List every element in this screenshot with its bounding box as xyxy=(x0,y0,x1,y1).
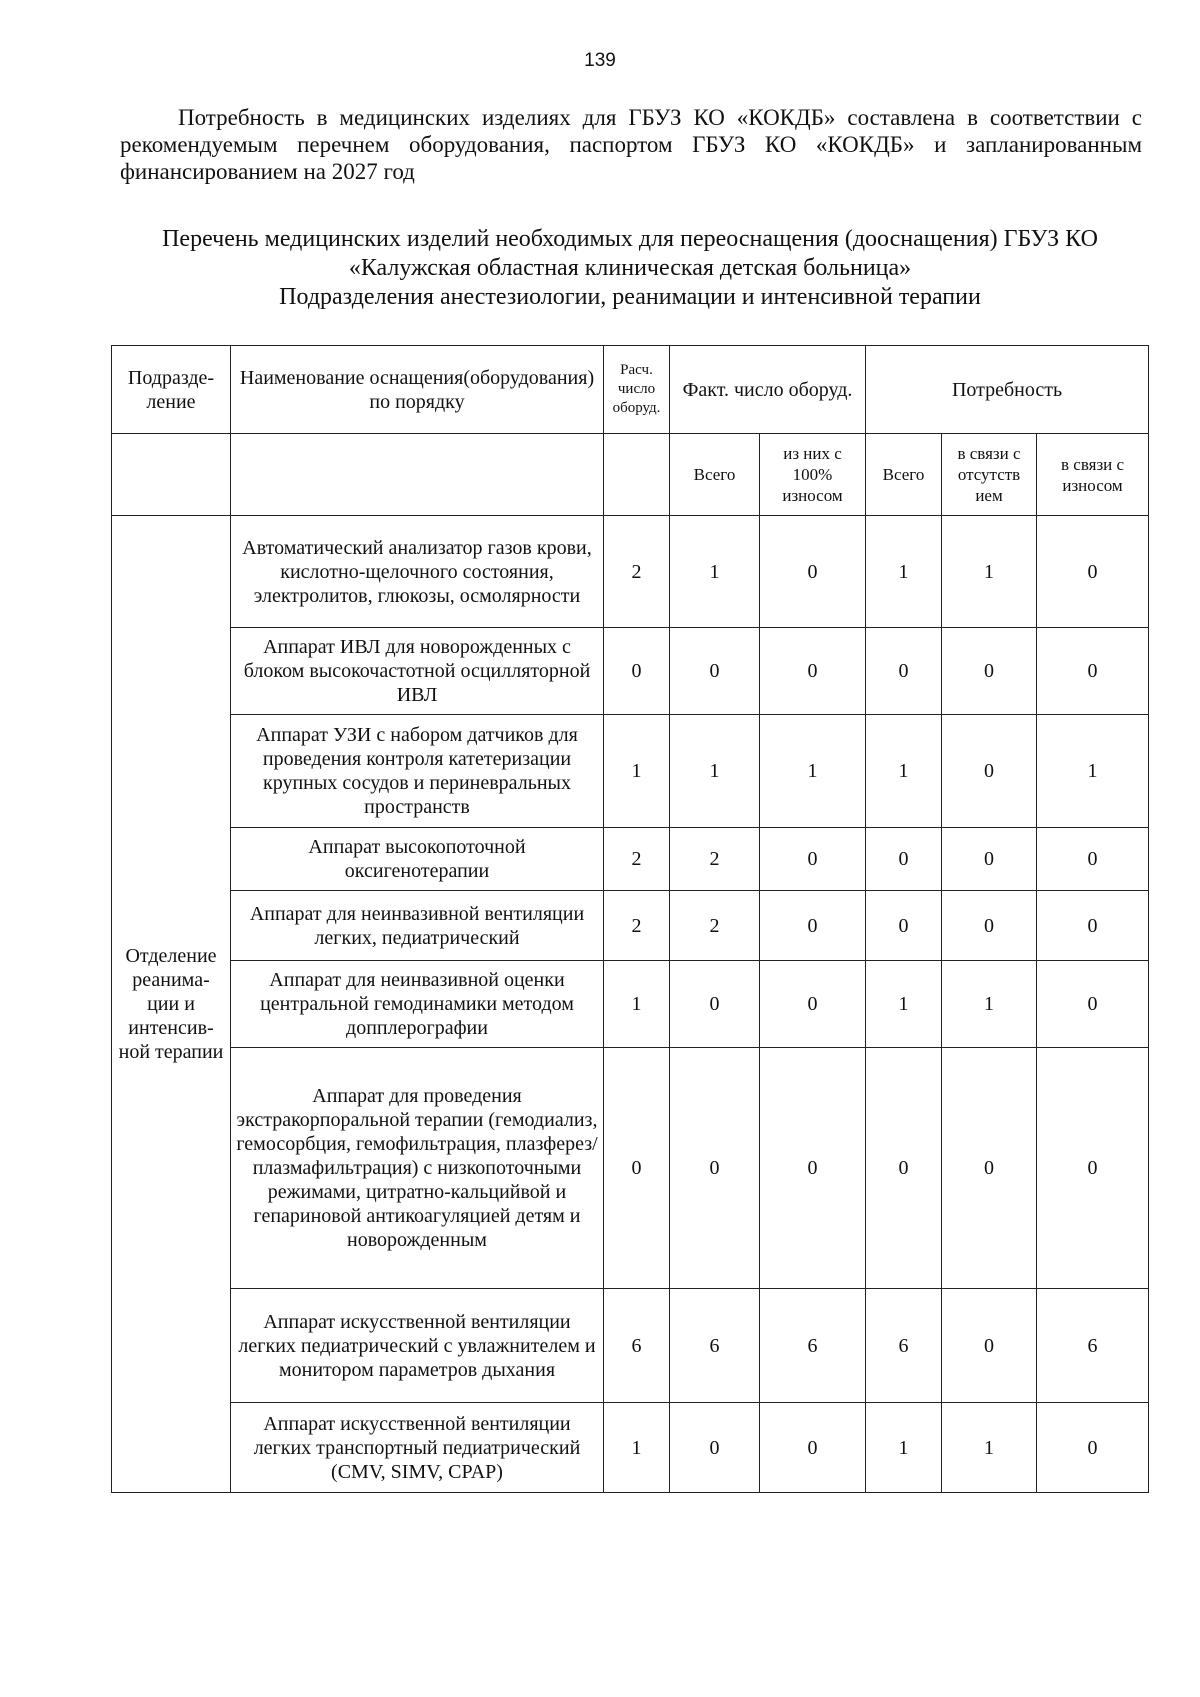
table-row xyxy=(112,891,1149,961)
page-number: 139 xyxy=(584,50,616,71)
need-absence-value: 0 xyxy=(942,891,1037,961)
header-fact: Факт. число оборуд. xyxy=(670,346,866,434)
equipment-name: Автоматический анализатор газов крови, кислотно-щелочного состояния, электролитов, глюкозы, осмолярности xyxy=(231,516,604,628)
heading-line-1: Перечень медицинских изделий необходимых для переоснащения (дооснащения) ГБУЗ КО xyxy=(162,226,1098,252)
need-total-value: 6 xyxy=(866,1289,942,1403)
need-wear-value: 1 xyxy=(1037,715,1149,828)
need-total-value: 1 xyxy=(866,1403,942,1493)
fact-worn-value: 0 xyxy=(760,891,866,961)
subheader-need-absence: в связи с отсутств ием xyxy=(942,434,1037,516)
intro-paragraph: Потребность в медицинских изделиях для ГБУЗ КО «КОКДБ» составлена в соответствии с рекомендуемым перечнем оборудования, паспортом ГБУЗ КО «КОКДБ» и запланированным финансированием на 2027 год xyxy=(120,105,1142,184)
need-wear-value: 0 xyxy=(1037,828,1149,891)
document-heading xyxy=(110,225,1150,312)
header-name: Наименование оснащения(оборудования) по порядку xyxy=(231,346,604,434)
department-cell: Отделение реанима-ции и интенсив-ной терапии xyxy=(112,516,231,1493)
calc-value: 0 xyxy=(604,1048,670,1289)
fact-total-value: 1 xyxy=(670,715,760,828)
need-total-value: 0 xyxy=(866,1048,942,1289)
need-absence-value: 1 xyxy=(942,516,1037,628)
table-row xyxy=(112,961,1149,1048)
subheader-empty-calc xyxy=(604,434,670,516)
need-absence-value: 0 xyxy=(942,1048,1037,1289)
header-calc: Расч. число оборуд. xyxy=(604,346,670,434)
subheader-empty-name xyxy=(231,434,604,516)
equipment-name: Аппарат искусственной вентиляции легких транспортный педиатрический (CMV, SIMV, CPAP) xyxy=(231,1403,604,1493)
calc-value: 6 xyxy=(604,1289,670,1403)
subheader-fact-worn: из них с 100% износом xyxy=(760,434,866,516)
fact-total-value: 1 xyxy=(670,516,760,628)
fact-worn-value: 0 xyxy=(760,828,866,891)
need-absence-value: 0 xyxy=(942,715,1037,828)
table-row xyxy=(112,628,1149,715)
fact-total-value: 0 xyxy=(670,1403,760,1493)
table-row xyxy=(112,1403,1149,1493)
fact-total-value: 2 xyxy=(670,891,760,961)
equipment-name: Аппарат высокопоточной оксигенотерапии xyxy=(231,828,604,891)
need-wear-value: 0 xyxy=(1037,891,1149,961)
table-row xyxy=(112,828,1149,891)
calc-value: 2 xyxy=(604,516,670,628)
need-absence-value: 1 xyxy=(942,961,1037,1048)
fact-total-value: 0 xyxy=(670,1048,760,1289)
fact-worn-value: 0 xyxy=(760,516,866,628)
table-row xyxy=(112,715,1149,828)
need-total-value: 0 xyxy=(866,628,942,715)
need-total-value: 0 xyxy=(866,891,942,961)
calc-value: 0 xyxy=(604,628,670,715)
need-wear-value: 0 xyxy=(1037,961,1149,1048)
calc-value: 1 xyxy=(604,961,670,1048)
fact-worn-value: 1 xyxy=(760,715,866,828)
fact-worn-value: 0 xyxy=(760,628,866,715)
fact-total-value: 2 xyxy=(670,828,760,891)
equipment-name: Аппарат УЗИ с набором датчиков для проведения контроля катетеризации крупных сосудов и периневральных пространств xyxy=(231,715,604,828)
need-wear-value: 0 xyxy=(1037,1048,1149,1289)
need-total-value: 1 xyxy=(866,715,942,828)
subheader-need-total: Всего xyxy=(866,434,942,516)
fact-worn-value: 0 xyxy=(760,961,866,1048)
header-division: Подразде-ление xyxy=(112,346,231,434)
equipment-table xyxy=(111,345,1149,1493)
equipment-name: Аппарат ИВЛ для новорожденных с блоком высокочастотной осцилляторной ИВЛ xyxy=(231,628,604,715)
fact-total-value: 0 xyxy=(670,628,760,715)
fact-worn-value: 0 xyxy=(760,1403,866,1493)
heading-line-2: «Калужская областная клиническая детская больница» xyxy=(348,255,912,281)
need-absence-value: 0 xyxy=(942,828,1037,891)
subheader-need-wear: в связи с износом xyxy=(1037,434,1149,516)
fact-worn-value: 0 xyxy=(760,1048,866,1289)
table-row xyxy=(112,516,1149,628)
calc-value: 1 xyxy=(604,715,670,828)
need-absence-value: 0 xyxy=(942,628,1037,715)
equipment-name: Аппарат искусственной вентиляции легких педиатрический с увлажнителем и монитором параметров дыхания xyxy=(231,1289,604,1403)
equipment-name: Аппарат для неинвазивной вентиляции легких, педиатрический xyxy=(231,891,604,961)
need-wear-value: 0 xyxy=(1037,628,1149,715)
calc-value: 2 xyxy=(604,828,670,891)
fact-total-value: 0 xyxy=(670,961,760,1048)
need-absence-value: 0 xyxy=(942,1289,1037,1403)
fact-worn-value: 6 xyxy=(760,1289,866,1403)
subheader-empty-division xyxy=(112,434,231,516)
header-need: Потребность xyxy=(866,346,1149,434)
table-header-row xyxy=(112,346,1149,434)
heading-line-3: Подразделения анестезиологии, реанимации и интенсивной терапии xyxy=(279,284,981,310)
equipment-name: Аппарат для проведения экстракорпоральной терапии (гемодиализ, гемосорбция, гемофильтрация, плазферез/плазмафильтрация) с низкопоточными режимами, цитратно-кальцийвой и гепариновой антикоагуляцией детям и новорожденным xyxy=(231,1048,604,1289)
calc-value: 1 xyxy=(604,1403,670,1493)
table-row xyxy=(112,1289,1149,1403)
need-wear-value: 0 xyxy=(1037,516,1149,628)
table-row xyxy=(112,1048,1149,1289)
subheader-fact-total: Всего xyxy=(670,434,760,516)
need-wear-value: 6 xyxy=(1037,1289,1149,1403)
calc-value: 2 xyxy=(604,891,670,961)
need-total-value: 1 xyxy=(866,961,942,1048)
need-total-value: 1 xyxy=(866,516,942,628)
table-subheader-row xyxy=(112,434,1149,516)
fact-total-value: 6 xyxy=(670,1289,760,1403)
need-wear-value: 0 xyxy=(1037,1403,1149,1493)
need-total-value: 0 xyxy=(866,828,942,891)
need-absence-value: 1 xyxy=(942,1403,1037,1493)
equipment-name: Аппарат для неинвазивной оценки центральной гемодинамики методом допплерографии xyxy=(231,961,604,1048)
